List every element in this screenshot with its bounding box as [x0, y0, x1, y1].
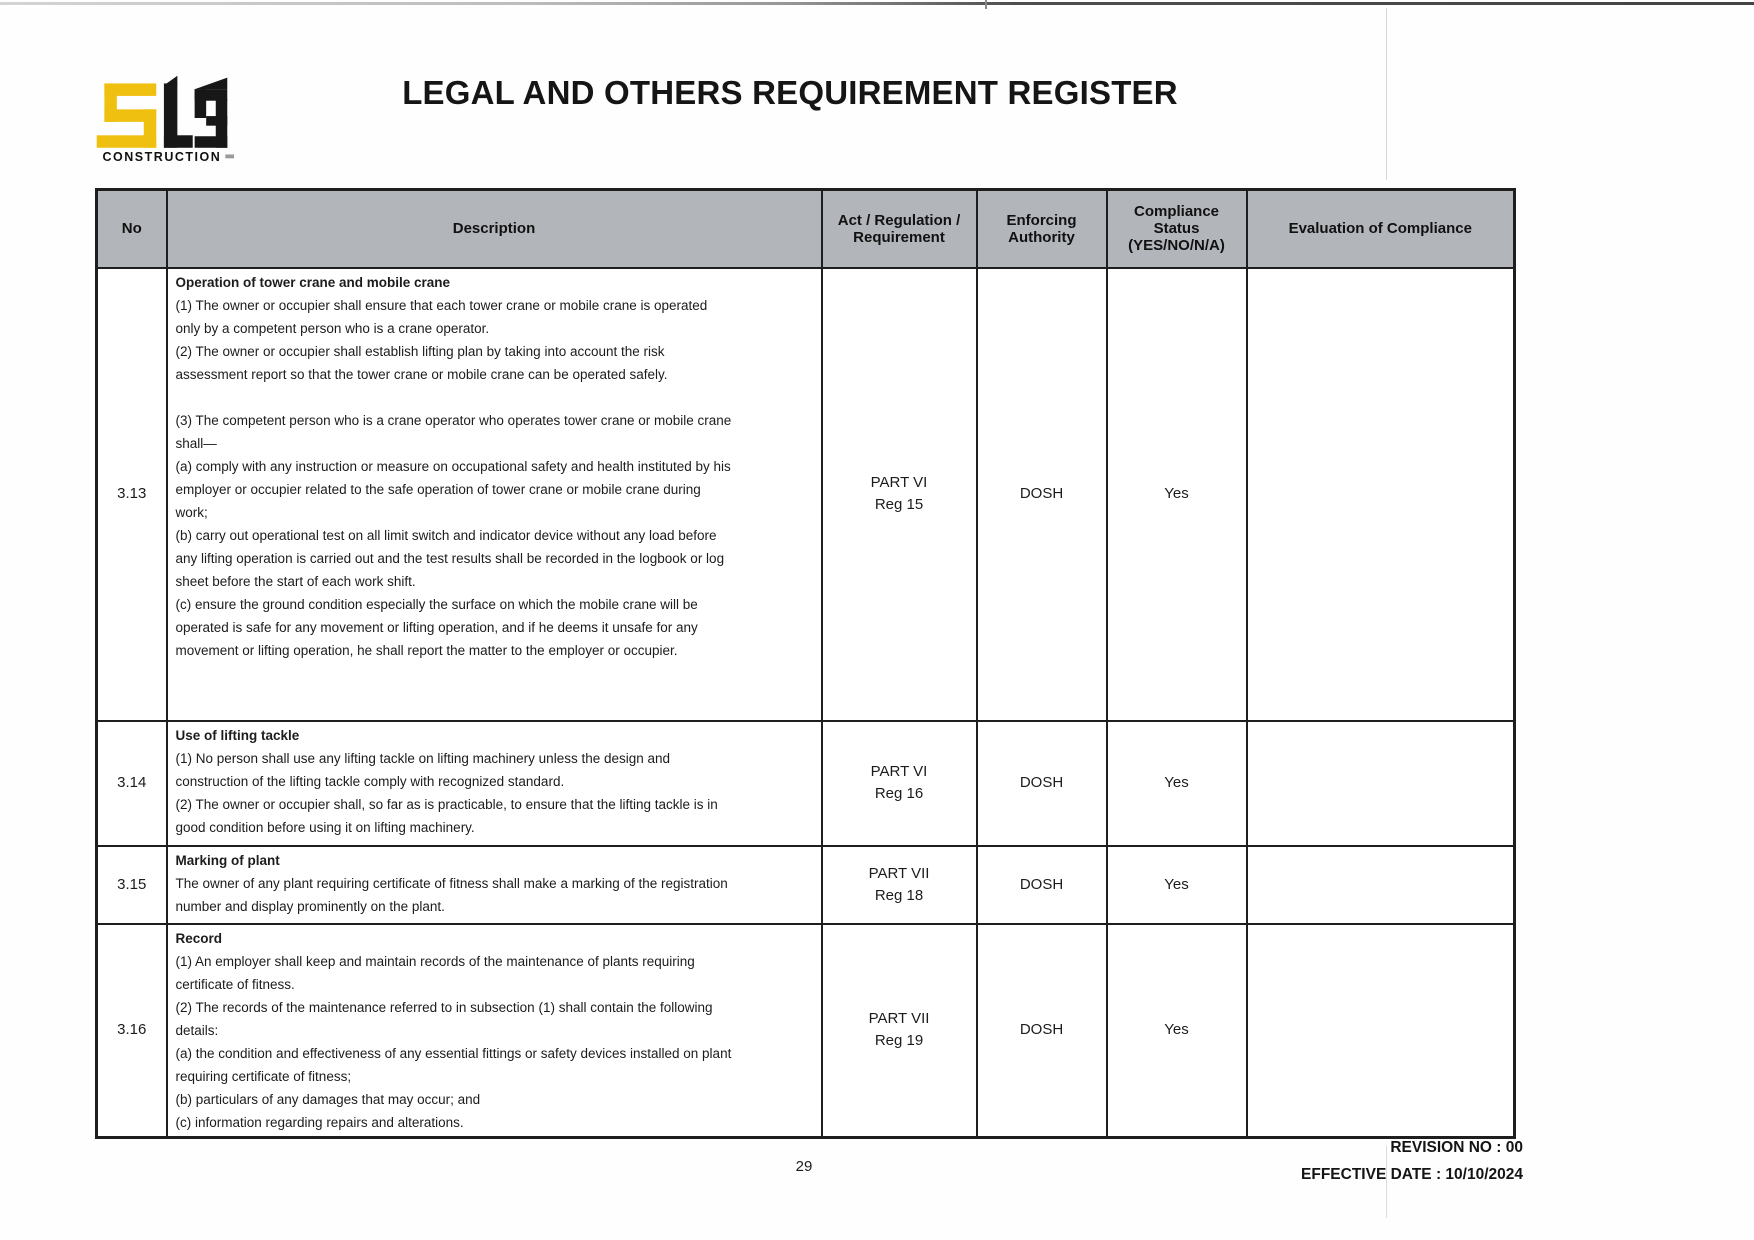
row-act-regulation: PART VII Reg 18	[822, 846, 977, 924]
row-description: Operation of tower crane and mobile crane (1) The owner or occupier shall ensure that each tower crane or mobile crane is operated only by a competent person who is a crane operator. (2) The owner or occupier shall establish lifting plan by taking into account the risk assessment report so that the tower crane or mobile crane can be operated safely. (3) The competent person who is a crane operator who operates tower crane or mobile crane shall— (a) comply with any instruction or measure on occupational safety and health instituted by his employer or occupier related to the safe operation of tower crane or mobile crane during work; (b) carry out operational test on all limit switch and indicator device without any load before any lifting operation is carried out and the test results shall be recorded in the logbook or log sheet before the start of each work shift. (c) ensure the ground condition especially the surface on which the mobile crane will be operated is safe for any movement or lifting operation, and if he deems it unsafe for any movement or lifting operation, he shall report the matter to the employer or occupier.	[167, 268, 822, 721]
slg-logo-graphic	[82, 70, 242, 166]
row-no: 3.16	[97, 924, 167, 1138]
table-row	[97, 268, 1515, 721]
row-evaluation-of-compliance	[1247, 721, 1515, 846]
legal-requirement-table	[95, 188, 1516, 1139]
row-compliance-status: Yes	[1107, 846, 1247, 924]
footer-revision-block	[1301, 1134, 1523, 1188]
revision-no: REVISION NO : 00	[1390, 1139, 1523, 1156]
page-number: 29	[795, 1158, 813, 1175]
effective-date: EFFECTIVE DATE : 10/10/2024	[1301, 1166, 1523, 1183]
scan-artifact-tick	[985, 0, 987, 9]
scan-artifact-fold-line-top	[1386, 8, 1387, 180]
logo-small-mark	[225, 154, 234, 158]
row-no: 3.14	[97, 721, 167, 846]
scan-artifact-top-line	[0, 2, 1754, 5]
row-compliance-status: Yes	[1107, 721, 1247, 846]
logo-letter-s	[97, 83, 157, 147]
column-header-no: No	[97, 190, 167, 268]
column-header-evaluation: Evaluation of Compliance	[1247, 190, 1515, 268]
row-evaluation-of-compliance	[1247, 846, 1515, 924]
row-description: Marking of plant The owner of any plant requiring certificate of fitness shall make a marking of the registration number and display prominently on the plant.	[167, 846, 822, 924]
table-body	[97, 268, 1515, 1138]
row-compliance-status: Yes	[1107, 924, 1247, 1138]
row-act-regulation: PART VI Reg 15	[822, 268, 977, 721]
table-row	[97, 924, 1515, 1138]
row-enforcing-authority: DOSH	[977, 924, 1107, 1138]
row-description: Use of lifting tackle (1) No person shall use any lifting tackle on lifting machinery unless the design and construction of the lifting tackle comply with recognized standard. (2) The owner or occupier shall, so far as is practicable, to ensure that the lifting tackle is in good condition before using it on lifting machinery.	[167, 721, 822, 846]
logo-caption-text: CONSTRUCTION	[102, 150, 222, 165]
column-header-enforcing-authority: Enforcing Authority	[977, 190, 1107, 268]
company-logo	[82, 70, 242, 166]
logo-letter-l	[164, 76, 193, 148]
table-row	[97, 846, 1515, 924]
row-description: Record (1) An employer shall keep and maintain records of the maintenance of plants requiring certificate of fitness. (2) The records of the maintenance referred to in subsection (1) shall contain the following details: (a) the condition and effectiveness of any essential fittings or safety devices installed on plant requiring certificate of fitness; (b) particulars of any damages that may occur; and (c) information regarding repairs and alterations.	[167, 924, 822, 1138]
page-title: LEGAL AND OTHERS REQUIREMENT REGISTER	[402, 74, 1178, 111]
table-row	[97, 721, 1515, 846]
row-compliance-status: Yes	[1107, 268, 1247, 721]
column-header-compliance-status: Compliance Status (YES/NO/N/A)	[1107, 190, 1247, 268]
row-no: 3.15	[97, 846, 167, 924]
table-header	[97, 190, 1515, 268]
row-enforcing-authority: DOSH	[977, 268, 1107, 721]
row-act-regulation: PART VI Reg 16	[822, 721, 977, 846]
row-act-regulation: PART VII Reg 19	[822, 924, 977, 1138]
logo-letter-g	[195, 78, 228, 148]
row-enforcing-authority: DOSH	[977, 846, 1107, 924]
row-enforcing-authority: DOSH	[977, 721, 1107, 846]
row-evaluation-of-compliance	[1247, 924, 1515, 1138]
column-header-act-regulation: Act / Regulation / Requirement	[822, 190, 977, 268]
row-evaluation-of-compliance	[1247, 268, 1515, 721]
column-header-description: Description	[167, 190, 822, 268]
row-no: 3.13	[97, 268, 167, 721]
